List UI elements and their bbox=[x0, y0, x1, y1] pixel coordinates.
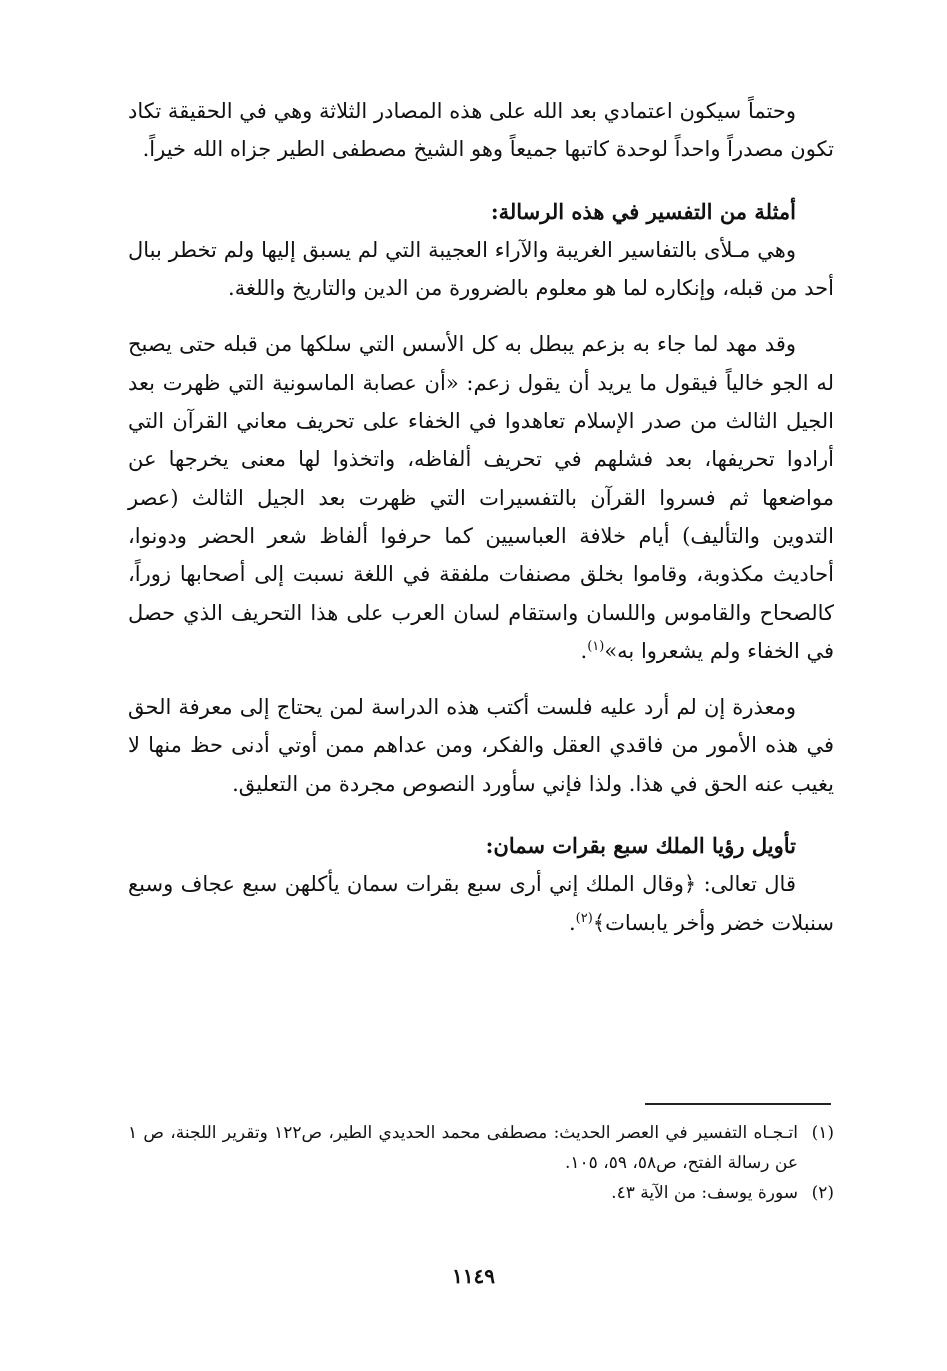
intro-paragraph: وحتماً سيكون اعتمادي بعد الله على هذه المصادر الثلاثة وهي في الحقيقة تكاد تكون مصدراً واحداً لوحدة كاتبها جميعاً وهو الشيخ مصطفى الطير جزاه الله خيراً. bbox=[128, 99, 834, 162]
main-text bbox=[128, 92, 834, 942]
footnote-2 bbox=[128, 1178, 834, 1208]
paragraph-claim-text: وقد مهد لما جاء به بزعم يبطل به كل الأسس التي سلكها من قبله حتى يصبح له الجو خالياً فيقول ما يريد أن يقول زعم: «أن عصابة الماسونية التي ظهرت بعد الجيل الثالث من صدر الإسلام تعاهدوا في الخفاء على تحريف معاني القرآن التي أرادوا تحريفها، بعد فشلهم في تحريف ألفاظه، واتخذوا لها معنى يخرجها عن مواضعها ثم فسروا القرآن بالتفسيرات التي ظهرت بعد الجيل الثالث (عصر التدوين والتأليف) أيام خلافة العباسيين كما حرفوا ألفاظ شعر الحضر ودونوا، أحاديث مكذوبة، وقاموا بخلق مصنفات ملفقة في اللغة نسبت إلى أصحابها زوراً، كالصحاح والقاموس واللسان واستقام لسان العرب على هذا التحريف الذي حصل في الخفاء ولم يشعروا به» bbox=[128, 332, 834, 663]
section-heading-dream: تأويل رؤيا الملك سبع بقرات سمان: bbox=[485, 833, 796, 859]
paragraph-claim: وقد مهد لما جاء به بزعم يبطل به كل الأسس التي سلكها من قبله حتى يصبح له الجو خالياً فيقول ما يريد أن يقول زعم: «أن عصابة الماسونية التي ظهرت بعد الجيل الثالث من صدر الإسلام تعاهدوا في الخفاء على تحريف معاني القرآن التي أرادوا تحريفها، بعد فشلهم في تحريف ألفاظه، واتخذوا لها معنى يخرجها عن مواضعها ثم فسروا القرآن بالتفسيرات التي ظهرت بعد الجيل الثالث (عصر التدوين والتأليف) أيام خلافة العباسيين كما حرفوا ألفاظ شعر الحضر ودونوا، أحاديث مكذوبة، وقاموا بخلق مصنفات ملفقة في اللغة نسبت إلى أصحابها زوراً، كالصحاح والقاموس واللسان واستقام لسان العرب على هذا التحريف الذي حصل في الخفاء ولم يشعروا به»$^{(١)}$. bbox=[128, 332, 834, 663]
footnote-ref-1: (١) bbox=[587, 638, 605, 654]
section-heading-examples: أمثلة من التفسير في هذه الرسالة: bbox=[490, 198, 796, 224]
page-number: ١١٤٩ bbox=[452, 1264, 495, 1288]
footnotes bbox=[128, 1118, 834, 1208]
footnote-1 bbox=[128, 1118, 834, 1178]
paragraph-examples: وهي مـلأى بالتفاسير الغريبة والآراء العجيبة التي لم يسبق إليها ولم تخطر ببال أحد من قبله، وإنكاره لما هو معلوم بالضرورة من الدين والتاريخ واللغة. bbox=[128, 237, 834, 301]
paragraph-apology: ومعذرة إن لم أرد عليه فلست أكتب هذه الدراسة لمن يحتاج إلى معرفة الحق في هذه الأمور من فاقدي العقل والفكر، ومن عداهم ممن أوتي أدنى حظ منها لا يغيب عنه الحق في هذا. ولذا فإني سأورد النصوص مجردة من التعليق. bbox=[128, 695, 834, 796]
paragraph-quran-quote: قال تعالى: ﴿وقال الملك إني أرى سبع بقرات سمان يأكلهن سبع عجاف وسبع سنبلات خضر وأخر يابسات﴾$^{(٢)}$. bbox=[128, 872, 834, 935]
footnote-text: سورة يوسف: من الآية ٤٣. bbox=[611, 1183, 798, 1203]
footnote-number: (١) bbox=[811, 1123, 834, 1143]
footnote-ref-2: (٢) bbox=[575, 910, 593, 926]
quran-quote-text: قال تعالى: ﴿وقال الملك إني أرى سبع بقرات سمان يأكلهن سبع عجاف وسبع سنبلات خضر وأخر يابسات﴾ bbox=[128, 872, 834, 935]
footnote-separator bbox=[645, 1103, 831, 1105]
footnote-number: (٢) bbox=[811, 1183, 834, 1203]
footnote-text: اتـجـاه التفسير في العصر الحديث: مصطفى محمد الحديدي الطير، ص١٢٢ وتقرير اللجنة، ص ١ عن رسالة الفتح، ص٥٨، ٥٩، ١٠٥. bbox=[128, 1123, 798, 1173]
